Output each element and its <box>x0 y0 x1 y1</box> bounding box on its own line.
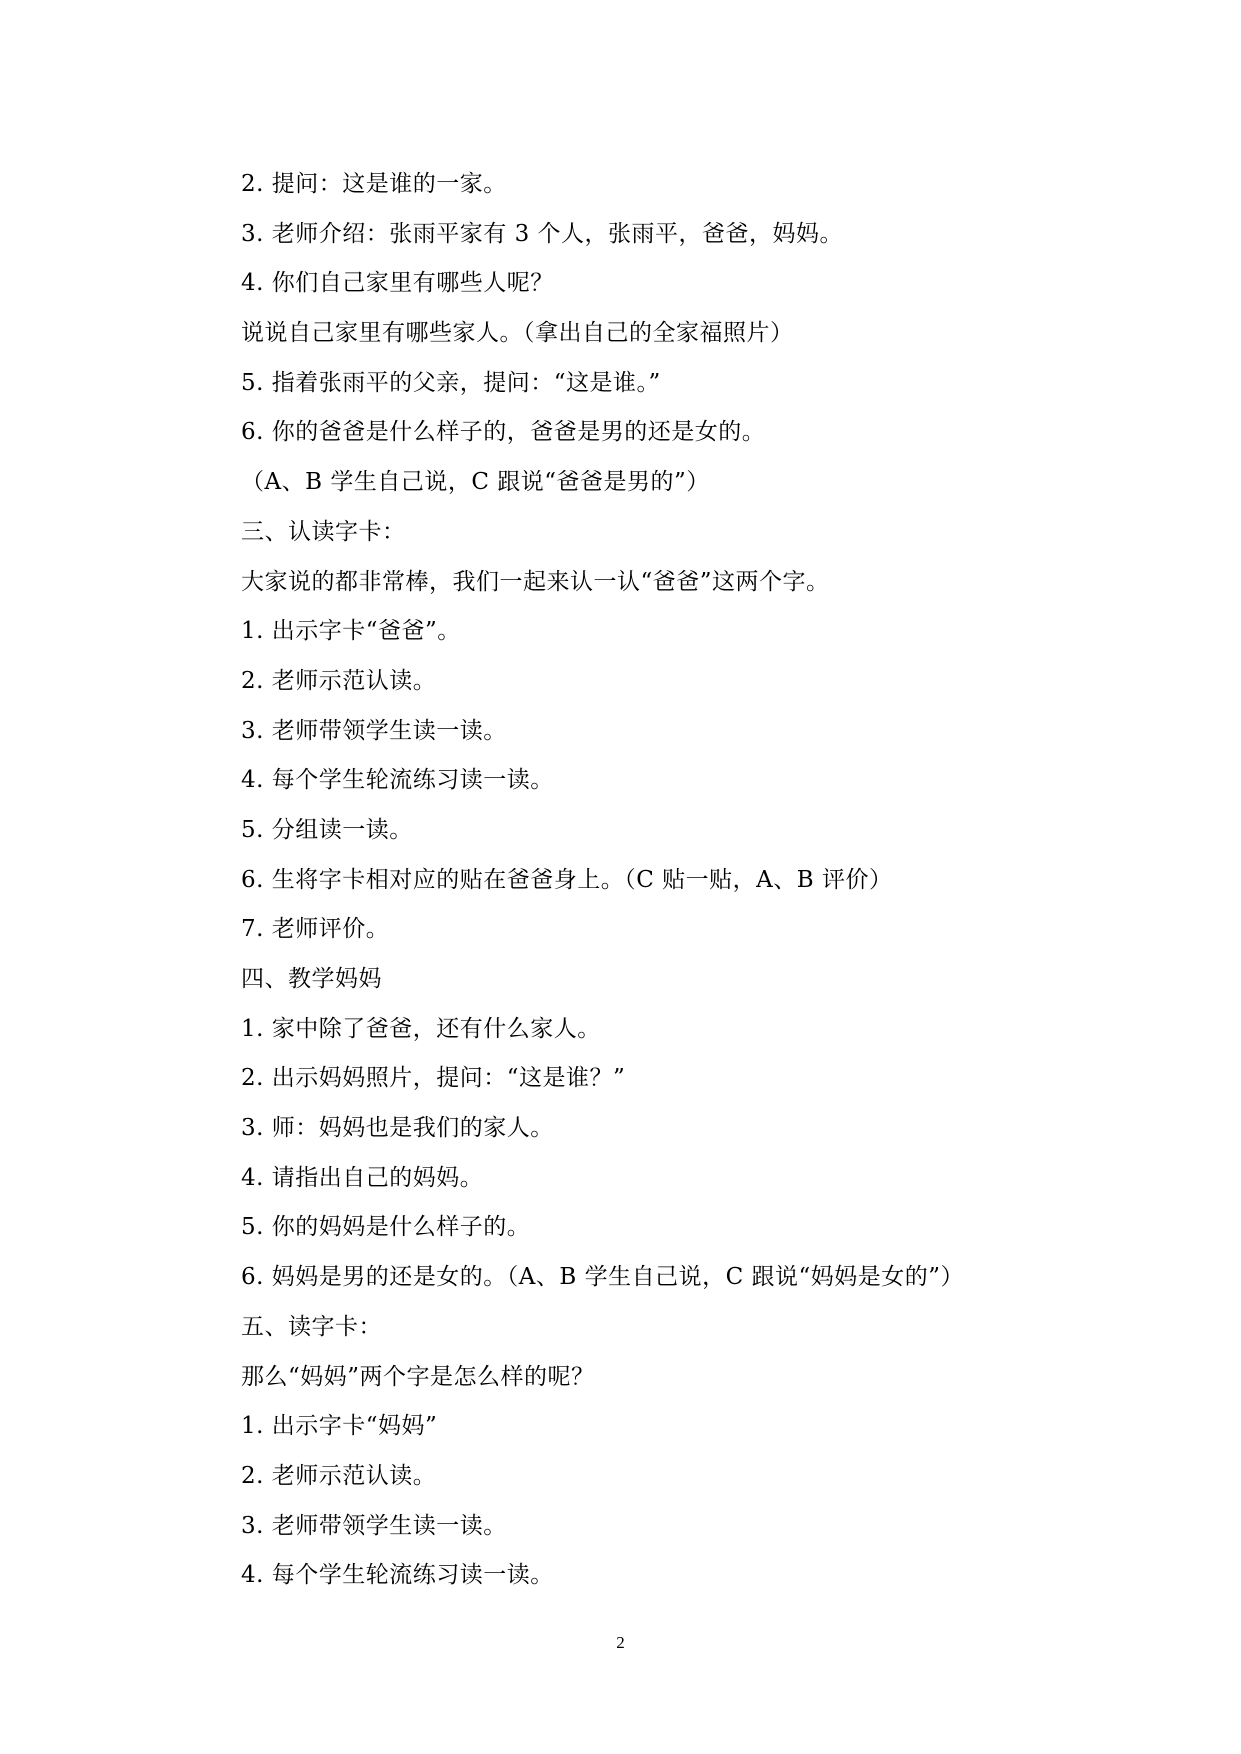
text-line: 3. 师：妈妈也是我们的家人。 <box>241 1115 554 1142</box>
text-line: 说说自己家里有哪些家人。（拿出自己的全家福照片） <box>241 320 794 347</box>
text-line: 5. 指着张雨平的父亲，提问：“这是谁。” <box>241 369 661 396</box>
text-line: 5. 你的妈妈是什么样子的。 <box>241 1214 531 1241</box>
text-line: 3. 老师带领学生读一读。 <box>241 1512 507 1539</box>
text-line: 6. 妈妈是男的还是女的。（A、B 学生自己说，C 跟说“妈妈是女的”） <box>241 1264 965 1291</box>
text-line: 4. 每个学生轮流练习读一读。 <box>241 767 554 794</box>
section-heading: 四、教学妈妈 <box>241 966 382 992</box>
text-line: 6. 生将字卡相对应的贴在爸爸身上。（C 贴一贴，A、B 评价） <box>241 866 893 893</box>
text-line: 4. 每个学生轮流练习读一读。 <box>241 1562 554 1589</box>
text-line: 1. 家中除了爸爸，还有什么家人。 <box>241 1015 601 1042</box>
page-number: 2 <box>616 1633 625 1652</box>
text-line: 3. 老师带领学生读一读。 <box>241 717 507 744</box>
text-line: 7. 老师评价。 <box>241 916 390 943</box>
text-line: 4. 请指出自己的妈妈。 <box>241 1164 484 1191</box>
text-line: 2. 提问：这是谁的一家。 <box>241 171 507 197</box>
document-body <box>241 160 1061 1601</box>
text-line: 2. 出示妈妈照片，提问：“这是谁？” <box>241 1065 626 1092</box>
text-line: 大家说的都非常棒，我们一起来认一认“爸爸”这两个字。 <box>241 568 830 595</box>
text-line: 6. 你的爸爸是什么样子的，爸爸是男的还是女的。 <box>241 419 766 446</box>
text-line: 1. 出示字卡“妈妈” <box>241 1413 438 1440</box>
section-heading: 五、读字卡： <box>241 1313 382 1340</box>
text-line: 4. 你们自己家里有哪些人呢？ <box>241 270 554 297</box>
text-line: 2. 老师示范认读。 <box>241 667 437 694</box>
text-line: 那么“妈妈”两个字是怎么样的呢？ <box>241 1363 595 1390</box>
text-line: （A、B 学生自己说，C 跟说“爸爸是男的”） <box>241 469 710 496</box>
text-line: 5. 分组读一读。 <box>241 816 413 843</box>
text-line: 2. 老师示范认读。 <box>241 1462 437 1489</box>
text-line: 1. 出示字卡“爸爸”。 <box>241 618 461 645</box>
text-line: 3. 老师介绍：张雨平家有 3 个人，张雨平，爸爸，妈妈。 <box>241 220 844 247</box>
section-heading: 三、认读字卡： <box>241 518 406 545</box>
